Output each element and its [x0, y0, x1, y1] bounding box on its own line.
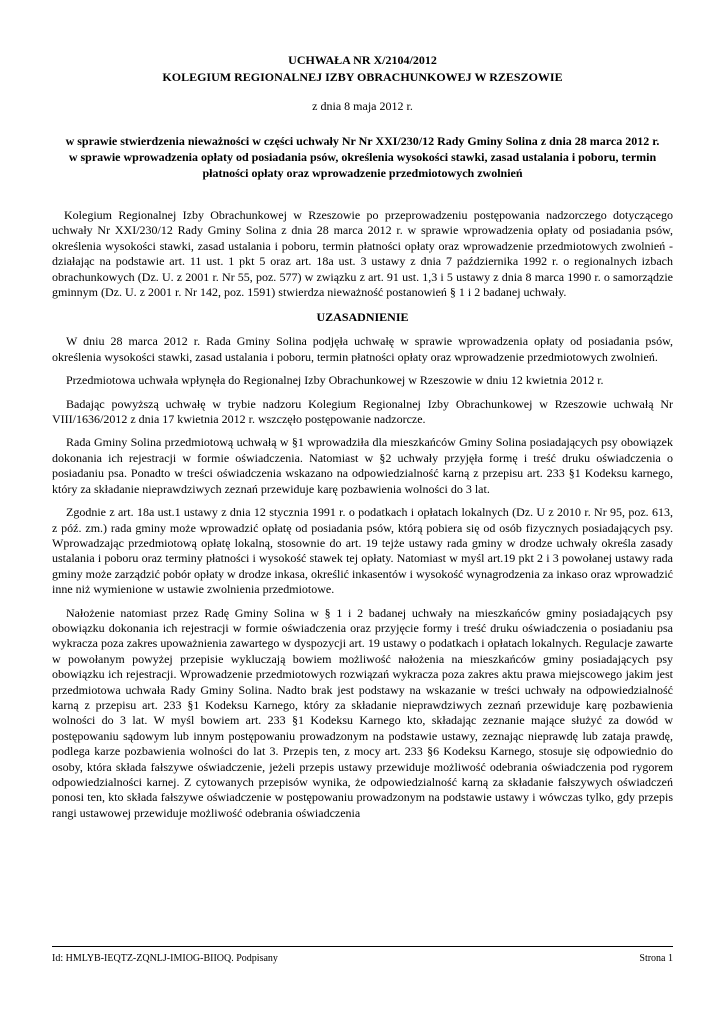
paragraph-6: Nałożenie natomiast przez Radę Gminy Solina w § 1 i 2 badanej uchwały na mieszkańców gminy posiadających psy obowiązku dokonania ich rejestracji w formie oświadczenia oraz przyjęcie formy i treść druku oświadczenia o posiadaniu psa wykracza poza zakres upoważnienia zawartego w dyspozycji art. 19 ustawy o podatkach i opłatach lokalnych. Regulacje zawarte w powołanym powyżej przepisie wykluczają bowiem możliwość nałożenia na mieszkańców gminy posiadających psy obowiązku ich rejestracji. Wprowadzenie przedmiotowych rozwiązań wykracza poza zakres aktu prawa miejscowego jakim jest przedmiotowa uchwała Rady Gminy Solina. Nadto brak jest podstawy na wskazanie w treści uchwały na odpowiedzialność karną z przepisu art. 233 §1 Kodeksu Karnego, który za składanie nieprawdziwych zeznań przewiduje karę pozbawienia wolności do 3 lat. W myśl bowiem art. 233 §1 Kodeksu Karnego kto, składając zeznanie mające służyć za dowód w postępowaniu sądowym lub innym postępowaniu prowadzonym na podstawie ustawy, zeznając nieprawdę lub zataja prawdę, podlega karze pozbawienia wolności do lat 3. Przepis ten, z mocy art. 233 §6 Kodeksu Karnego, stosuje się odpowiednio do osoby, która składa fałszywe oświadczenie, jeżeli przepis ustawy przewiduje możliwość odebrania oświadczenia pod rygorem odpowiedzialności karnej. Z cytowanych przepisów wynika, że odpowiedzialność karną za składanie fałszywych oświadczeń ponosi ten, kto składa fałszywe oświadczenie w postępowaniu prowadzonym na podstawie ustawy i wówczas tylko, gdy przepis rangi ustawowej przewiduje możliwość odebrania oświadczenia	[52, 605, 673, 820]
footer-divider	[52, 946, 673, 947]
paragraph-3: Badając powyższą uchwałę w trybie nadzoru Kolegium Regionalnej Izby Obrachunkowej w Rzeszowie uchwałą Nr VIII/1636/2012 z dnia 17 kwietnia 2012 r. wszczęło postępowanie nadzorcze.	[52, 396, 673, 427]
footer-page-number: Strona 1	[639, 953, 673, 964]
section-heading: UZASADNIENIE	[316, 310, 409, 325]
intro-paragraph: Kolegium Regionalnej Izby Obrachunkowej w Rzeszowie po przeprowadzeniu postępowania nadzorczego dotyczącego uchwały Nr XXI/230/12 Rady Gminy Solina z dnia 28 marca 2012 r. w sprawie wprowadzenia opłaty od posiadania psów, określenia wysokości stawki, zasad ustalania i poboru, termin płatności opłaty oraz wprowadzenie przedmiotowych zwolnień - działając na podstawie art. 11 ust. 1 pkt 5 oraz art. 18a ust. 3 ustawy z dnia 7 października 1992 r. o regionalnych izbach obrachunkowych (Dz. U. z 2001 r. Nr 55, poz. 577) w związku z art. 91 ust. 1,3 i 5 ustawy z dnia 8 marca 1990 r. o samorządzie gminnym (Dz. U. z 2001 r. Nr 142, poz. 1591) stwierdza nieważność postanowień § 1 i 2 badanej uchwały.	[52, 208, 673, 300]
resolution-number: UCHWAŁA NR X/2104/2012	[288, 53, 437, 67]
paragraph-2: Przedmiotowa uchwała wpłynęła do Regionalnej Izby Obrachunkowej w Rzeszowie w dniu 12 kwietnia 2012 r.	[66, 373, 604, 388]
document-body	[52, 208, 673, 821]
paragraph-5: Zgodnie z art. 18a ust.1 ustawy z dnia 12 stycznia 1991 r. o podatkach i opłatach lokalnych (Dz. U z 2010 r. Nr 95, poz. 613, z póź. zm.) rada gminy może wprowadzić opłatę od posiadania psów, którą pobiera się od osób fizycznych posiadających psy. Wprowadzając przedmiotową opłatę lokalną, stosownie do art. 19 tejże ustawy rada gminy w drodze uchwały określa zasady ustalania i poboru oraz terminy płatności i wysokość stawek tej opłaty. Natomiast w myśl art.19 pkt 2 i 3 powołanej ustawy rada gminy może zarządzić pobór opłaty w drodze inkasa, określić inkasentów i wysokość wynagrodzenia za inkaso oraz wprowadzić inne niż wymienione w ustawie zwolnienia przedmiotowe.	[52, 505, 673, 597]
issuing-body: KOLEGIUM REGIONALNEJ IZBY OBRACHUNKOWEJ W RZESZOWIE	[162, 70, 563, 84]
resolution-date: z dnia 8 maja 2012 r.	[312, 99, 413, 113]
footer-document-id: Id: HMLYB-IEQTZ-ZQNLJ-IMIOG-BIIOQ. Podpisany	[52, 953, 278, 964]
paragraph-4: Rada Gminy Solina przedmiotową uchwałą w §1 wprowadziła dla mieszkańców Gminy Solina posiadających psy obowiązek dokonania ich rejestracji w formie oświadczenia. Natomiast w §2 uchwały przyjęła formę i treść druku oświadczenia o posiadaniu psa. Ponadto w treści oświadczenia wskazano na odpowiedzialność karną z przepisu art. 233 §1 Kodeksu karnego, który za składanie nieprawdziwych zeznań przewiduje karę pozbawienia wolności do 3 lat.	[52, 435, 673, 496]
resolution-subject: w sprawie stwierdzenia nieważności w części uchwały Nr Nr XXI/230/12 Rady Gminy Solina z dnia 28 marca 2012 r. w sprawie wprowadzenia opłaty od posiadania psów, określenia wysokości stawki, zasad ustalania i poboru, termin płatności opłaty oraz wprowadzenie przedmiotowych zwolnień	[65, 134, 660, 180]
paragraph-1: W dniu 28 marca 2012 r. Rada Gminy Solina podjęła uchwałę w sprawie wprowadzenia opłaty od posiadania psów, określenia wysokości stawki, zasad ustalania i poboru, termin płatności opłaty oraz wprowadzenie przedmiotowych zwolnień.	[52, 334, 673, 364]
